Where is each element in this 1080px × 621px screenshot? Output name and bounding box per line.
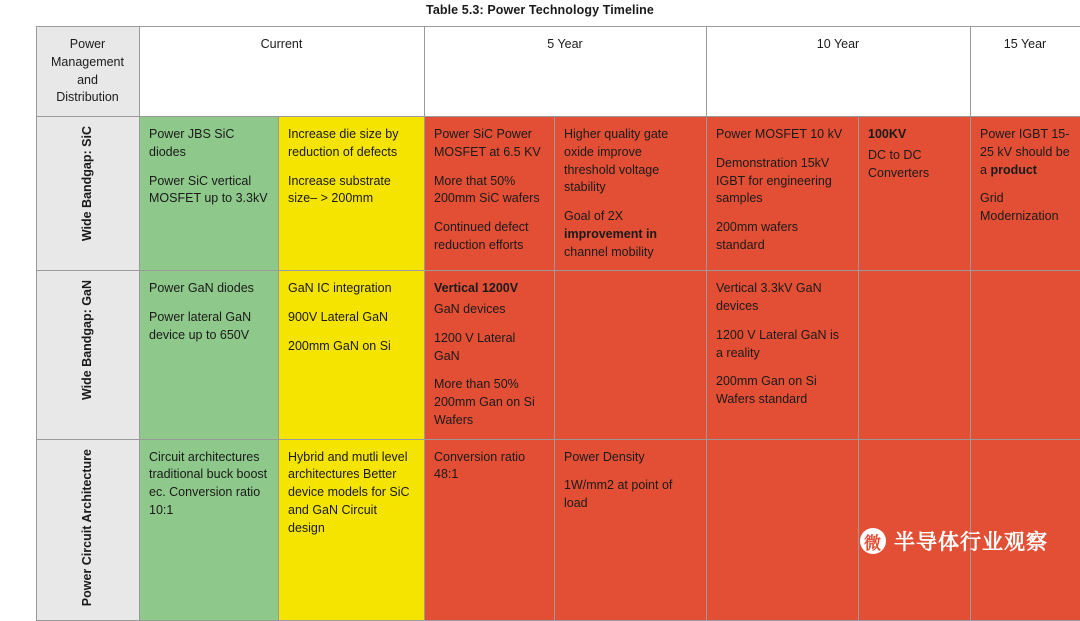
row-label-power-circuit (37, 439, 140, 621)
text-line (564, 208, 696, 261)
sic-current-yellow (279, 117, 425, 271)
text-line: 200mm Gan on Si Wafers standard (716, 373, 848, 409)
text-line: Power SiC Power MOSFET at 6.5 KV (434, 126, 544, 162)
text-line: 200mm wafers standard (716, 219, 848, 255)
text-line: Higher quality gate oxide improve threshold voltage stability (564, 126, 696, 197)
text-line: Power MOSFET 10 kV (716, 126, 848, 144)
text-line: 1W/mm2 at point of load (564, 477, 696, 513)
header-5-year: 5 Year (425, 27, 707, 117)
pca-5year-b (555, 439, 707, 621)
header-current: Current (140, 27, 425, 117)
table-row (37, 439, 1080, 621)
text-line: Vertical 3.3kV GaN devices (716, 280, 848, 316)
pca-10year-b (859, 439, 971, 621)
text-line: Hybrid and mutli level architectures Better device models for SiC and GaN Circuit design (288, 449, 414, 538)
text-line: DC to DC Converters (868, 147, 960, 183)
text-fragment-bold: product (990, 163, 1037, 177)
text-line: Increase substrate size– > 200mm (288, 173, 414, 209)
sic-15year (971, 117, 1080, 271)
pca-10year-a (707, 439, 859, 621)
gan-current-green (140, 271, 279, 439)
wechat-icon: 微 (860, 528, 886, 554)
text-fragment: channel mobility (564, 245, 654, 259)
text-line: Increase die size by reduction of defects (288, 126, 414, 162)
text-line (434, 280, 544, 298)
pca-15year (971, 439, 1080, 621)
text-line: 900V Lateral GaN (288, 309, 414, 327)
text-fragment-bold: Vertical 1200V (434, 281, 518, 295)
text-line: Power JBS SiC diodes (149, 126, 268, 162)
text-line: GaN IC integration (288, 280, 414, 298)
text-line: Power lateral GaN device up to 650V (149, 309, 268, 345)
gan-5year-b (555, 271, 707, 439)
table-row (37, 271, 1080, 439)
power-technology-timeline-table (36, 26, 1044, 621)
sic-5year-a (425, 117, 555, 271)
table-caption: Table 5.3: Power Technology Timeline (0, 0, 1080, 22)
gan-5year-a (425, 271, 555, 439)
text-line: Circuit architectures traditional buck boost ec. Conversion ratio 10:1 (149, 449, 268, 520)
text-fragment: Power IGBT 15-25 kV should be a (980, 127, 1070, 177)
pca-5year-a (425, 439, 555, 621)
sic-current-green (140, 117, 279, 271)
gan-15year (971, 271, 1080, 439)
timeline-table (36, 26, 1080, 621)
row-label-gan (37, 271, 140, 439)
text-line (980, 126, 1070, 179)
watermark-text: 半导体行业观察 (894, 526, 1048, 556)
pca-current-yellow (279, 439, 425, 621)
text-line: Power SiC vertical MOSFET up to 3.3kV (149, 173, 268, 209)
row-label-text: Wide Bandgap: SiC (79, 126, 95, 241)
text-line: Grid Modernization (980, 190, 1070, 226)
text-fragment-bold: 100KV (868, 127, 906, 141)
text-line: Power GaN diodes (149, 280, 268, 298)
header-15-year: 15 Year (971, 27, 1080, 117)
table-row (37, 117, 1080, 271)
row-label-sic (37, 117, 140, 271)
text-line: More that 50% 200mm SiC wafers (434, 173, 544, 209)
gan-10year-a (707, 271, 859, 439)
corner-header: Power Management and Distribution (37, 27, 140, 117)
text-line: 1200 V Lateral GaN is a reality (716, 327, 848, 363)
text-fragment: Goal of 2X (564, 209, 623, 223)
pca-current-green (140, 439, 279, 621)
sic-5year-b (555, 117, 707, 271)
text-line: GaN devices (434, 301, 544, 319)
text-line: Power Density (564, 449, 696, 467)
text-line: More than 50% 200mm Gan on Si Wafers (434, 376, 544, 429)
row-label-text: Wide Bandgap: GaN (79, 280, 95, 400)
text-line: Continued defect reduction efforts (434, 219, 544, 255)
sic-10year-b (859, 117, 971, 271)
sic-10year-a (707, 117, 859, 271)
gan-current-yellow (279, 271, 425, 439)
table-header-row (37, 27, 1080, 117)
gan-10year-b (859, 271, 971, 439)
row-label-text: Power Circuit Architecture (79, 449, 95, 606)
text-line: Conversion ratio 48:1 (434, 449, 544, 485)
text-line (868, 126, 960, 144)
header-10-year: 10 Year (707, 27, 971, 117)
text-line: 200mm GaN on Si (288, 338, 414, 356)
text-line: Demonstration 15kV IGBT for engineering samples (716, 155, 848, 208)
text-fragment-bold: improvement in (564, 227, 657, 241)
text-line: 1200 V Lateral GaN (434, 330, 544, 366)
